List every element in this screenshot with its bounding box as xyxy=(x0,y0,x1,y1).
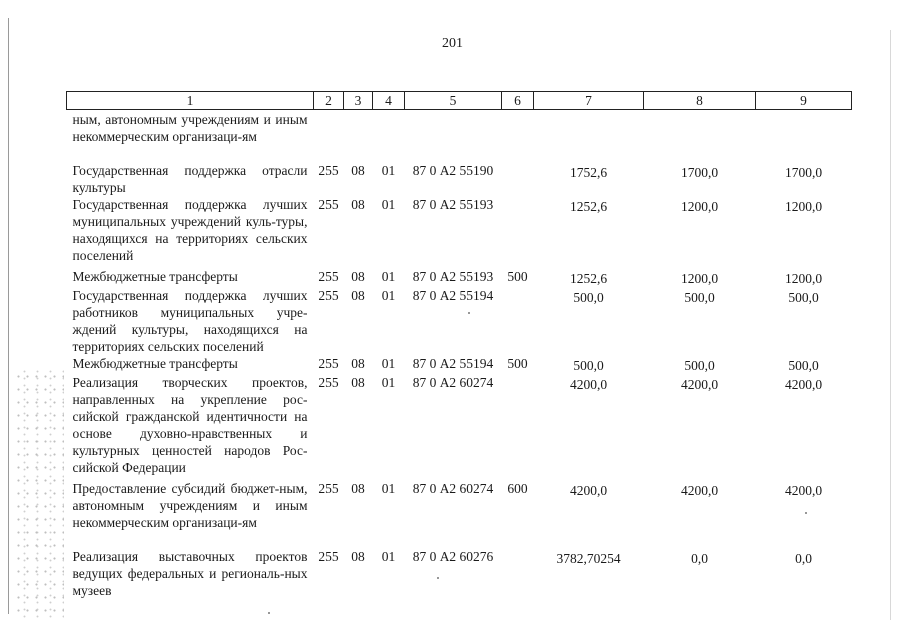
cell-admin-code: 255 xyxy=(318,549,339,564)
cell-amount-year-1: 3782,70254 xyxy=(556,551,621,566)
cell-amount-year-2: 1700,0 xyxy=(680,165,719,180)
column-header-row xyxy=(67,92,852,110)
row-name: Межбюджетные трансферты xyxy=(72,356,238,371)
budget-table xyxy=(66,91,852,600)
column-header: 5 xyxy=(405,92,502,110)
cell-section-code: 08 xyxy=(351,375,365,390)
column-header: 7 xyxy=(534,92,644,110)
cell-subsection-code: 01 xyxy=(381,288,396,303)
cell-amount-year-2: 1200,0 xyxy=(680,199,719,214)
cell-amount-year-2: 1200,0 xyxy=(680,271,719,286)
cell-subsection-code: 01 xyxy=(381,269,396,284)
cell-amount-year-1: 4200,0 xyxy=(569,483,608,498)
cell-expense-type: 500 xyxy=(507,356,528,371)
row-name: Реализация творческих проектов, направленных на укрепление рос-сийской гражданской идентичности на основе духовно-нравственных и культурных ценностей народов Рос-сийской Федерации xyxy=(72,375,308,475)
cell-section-code: 08 xyxy=(351,163,365,178)
cell-amount-year-1: 500,0 xyxy=(573,290,604,305)
scan-dot xyxy=(805,512,807,514)
cell-amount-year-3: 1200,0 xyxy=(784,271,823,286)
scan-edge-right xyxy=(890,30,891,620)
scan-speckle xyxy=(14,370,64,620)
cell-subsection-code: 01 xyxy=(381,197,396,212)
cell-amount-year-2: 4200,0 xyxy=(680,483,719,498)
cell-section-code: 08 xyxy=(351,197,365,212)
cell-section-code: 08 xyxy=(351,288,365,303)
cell-amount-year-1: 1752,6 xyxy=(569,165,608,180)
continuation-row xyxy=(67,110,852,163)
cell-amount-year-1: 500,0 xyxy=(573,358,604,373)
cell-expense-type xyxy=(502,374,534,480)
cell-expense-type: 500 xyxy=(507,269,528,284)
column-header: 1 xyxy=(67,92,314,110)
cell-section-code: 08 xyxy=(351,356,365,371)
row-name: Государственная поддержка отрасли культуры xyxy=(72,163,308,195)
cell-admin-code: 255 xyxy=(318,375,339,390)
cell-admin-code: 255 xyxy=(318,356,339,371)
cell-admin-code: 255 xyxy=(318,269,339,284)
row-name: Реализация выставочных проектов ведущих федеральных и региональ-ных музеев xyxy=(72,549,308,598)
cell-amount-year-1: 1252,6 xyxy=(569,199,608,214)
cell-subsection-code: 01 xyxy=(381,356,396,371)
table-row xyxy=(67,355,852,374)
row-name: Государственная поддержка лучших работников муниципальных учре-ждений культуры, находящихся на территориях сельских поселений xyxy=(72,288,308,354)
column-header: 8 xyxy=(644,92,756,110)
cell-section-code: 08 xyxy=(351,269,365,284)
table-row xyxy=(67,480,852,548)
cell-amount-year-2: 500,0 xyxy=(684,290,715,305)
cell-expense-type: 600 xyxy=(507,481,528,496)
cell-amount-year-1: 1252,6 xyxy=(569,271,608,286)
cell-target-article: 87 0 А2 60274 xyxy=(412,375,494,390)
cell-target-article: 87 0 А2 60276 xyxy=(412,549,494,564)
cell-admin-code: 255 xyxy=(318,481,339,496)
cell-amount-year-3: 500,0 xyxy=(788,358,819,373)
cell-target-article: 87 0 А2 55194 xyxy=(412,356,494,371)
cell-subsection-code: 01 xyxy=(381,163,396,178)
cell-target-article: 87 0 А2 60274 xyxy=(412,481,494,496)
cell-admin-code: 255 xyxy=(318,288,339,303)
cell-target-article: 87 0 А2 55193 xyxy=(412,197,494,212)
table-row xyxy=(67,268,852,287)
cell-amount-year-3: 4200,0 xyxy=(784,377,823,392)
cell-target-article: 87 0 А2 55193 xyxy=(412,269,494,284)
column-header: 6 xyxy=(502,92,534,110)
row-name: Государственная поддержка лучших муниципальных учреждений куль-туры, находящихся на территориях сельских поселений xyxy=(72,197,308,263)
table-row xyxy=(67,374,852,480)
row-name: Межбюджетные трансферты xyxy=(72,269,238,284)
cell-subsection-code: 01 xyxy=(381,375,396,390)
table-row xyxy=(67,548,852,600)
cell-admin-code: 255 xyxy=(318,163,339,178)
continuation-text: ным, автономным учреждениям и иным некоммерческим организаци-ям xyxy=(72,112,308,144)
scan-edge-left xyxy=(8,18,9,614)
cell-subsection-code: 01 xyxy=(381,481,396,496)
cell-target-article: 87 0 А2 55190 xyxy=(412,163,494,178)
cell-admin-code: 255 xyxy=(318,197,339,212)
cell-amount-year-2: 500,0 xyxy=(684,358,715,373)
scan-dot xyxy=(468,312,470,314)
cell-amount-year-3: 500,0 xyxy=(788,290,819,305)
cell-target-article: 87 0 А2 55194 xyxy=(412,288,494,303)
cell-amount-year-3: 1200,0 xyxy=(784,199,823,214)
column-header: 2 xyxy=(314,92,344,110)
cell-amount-year-3: 0,0 xyxy=(795,551,812,566)
cell-amount-year-3: 1700,0 xyxy=(784,165,823,180)
cell-expense-type xyxy=(502,287,534,355)
column-header: 3 xyxy=(344,92,373,110)
cell-expense-type xyxy=(502,548,534,600)
scan-dot xyxy=(437,577,439,579)
cell-amount-year-2: 0,0 xyxy=(691,551,708,566)
cell-section-code: 08 xyxy=(351,549,365,564)
table-row xyxy=(67,287,852,355)
cell-amount-year-2: 4200,0 xyxy=(680,377,719,392)
cell-amount-year-1: 4200,0 xyxy=(569,377,608,392)
row-name: Предоставление субсидий бюджет-ным, автономным учреждениям и иным некоммерческим организаци-ям xyxy=(72,481,308,530)
scan-dot xyxy=(268,612,270,614)
cell-expense-type xyxy=(502,162,534,196)
table-row xyxy=(67,162,852,196)
cell-amount-year-3: 4200,0 xyxy=(784,483,823,498)
table-body xyxy=(67,110,852,601)
column-header: 9 xyxy=(756,92,852,110)
cell-section-code: 08 xyxy=(351,481,365,496)
cell-subsection-code: 01 xyxy=(381,549,396,564)
page-number: 201 xyxy=(442,36,463,51)
cell-expense-type xyxy=(502,196,534,268)
table-row xyxy=(67,196,852,268)
column-header: 4 xyxy=(373,92,405,110)
